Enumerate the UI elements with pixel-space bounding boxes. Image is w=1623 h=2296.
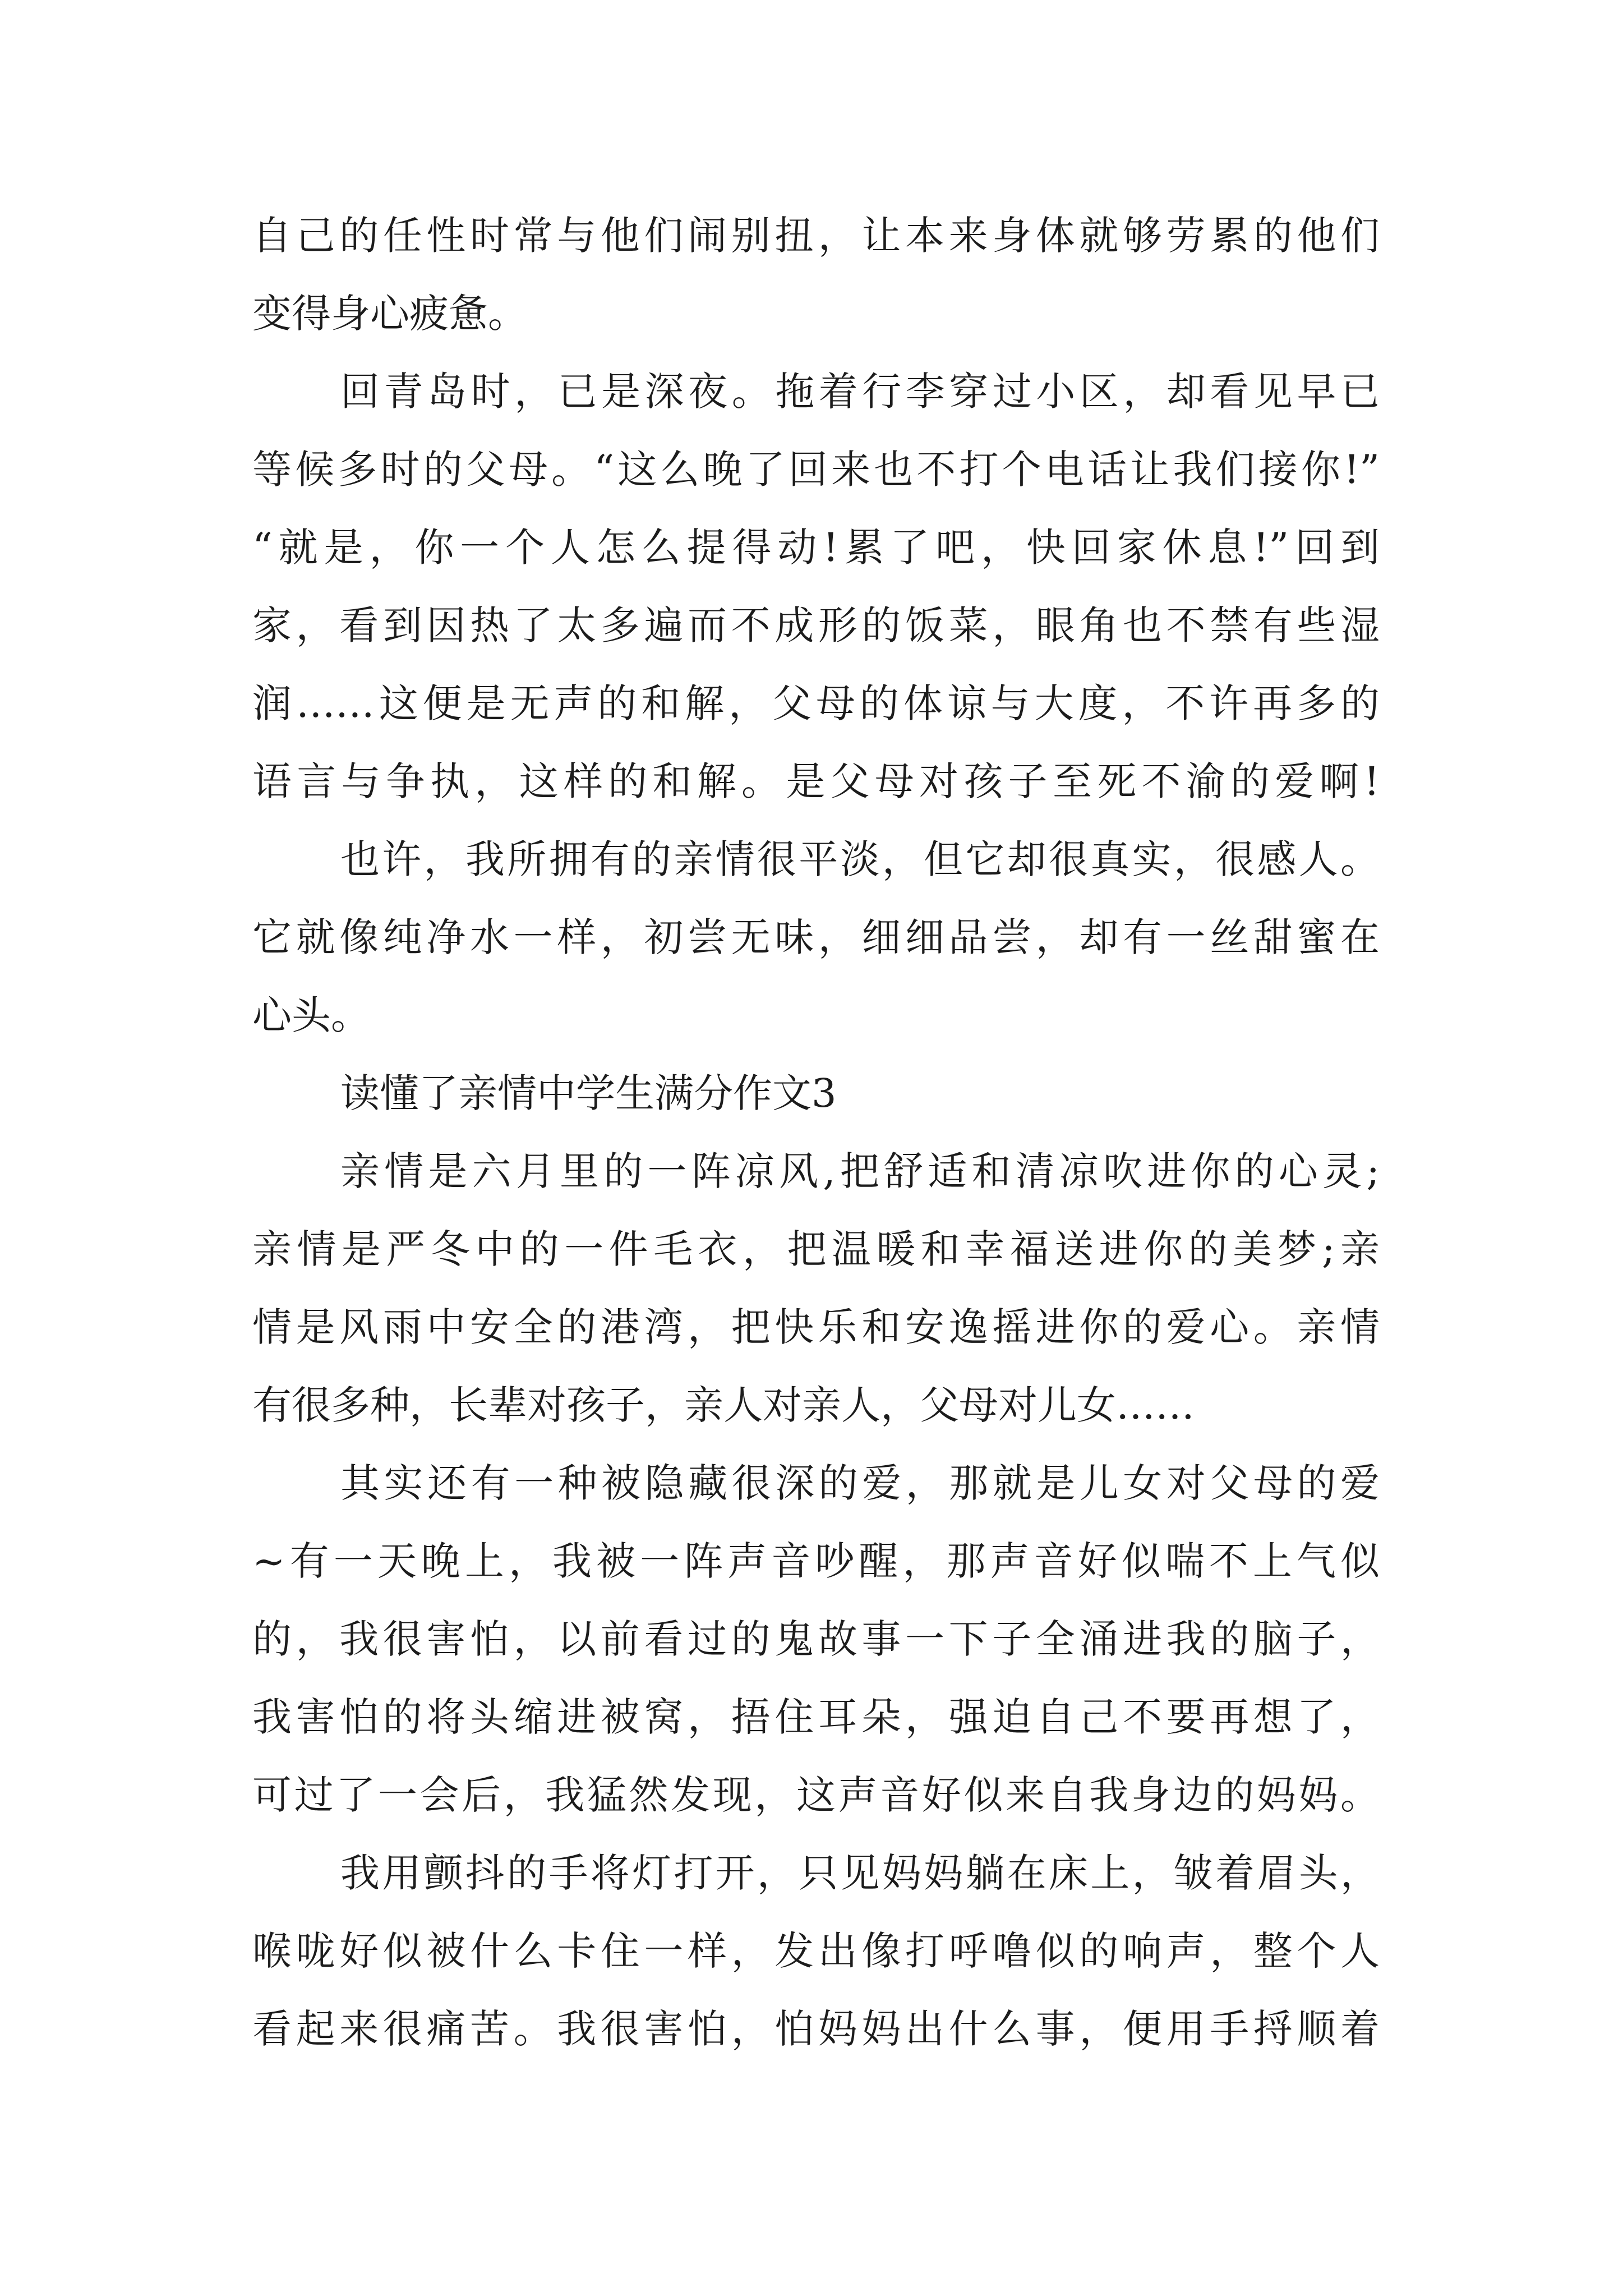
- paragraph-first-line: 我用颤抖的手将灯打开，只见妈妈躺在床上，皱着眉头，: [340, 1850, 1380, 1896]
- paragraph-first-line: 亲情是六月里的一阵凉风,把舒适和清凉吹进你的心灵;: [340, 1148, 1380, 1194]
- text-line: 润……这便是无声的和解，父母的体谅与大度，不许再多的: [252, 680, 1380, 726]
- text-line: 有很多种，长辈对孩子，亲人对亲人，父母对儿女……: [252, 1382, 1195, 1428]
- text-line: 家，看到因热了太多遍而不成形的饭菜，眼角也不禁有些湿: [252, 602, 1380, 648]
- text-line: 心头。: [252, 992, 370, 1038]
- paragraph-first-line: 回青岛时，已是深夜。拖着行李穿过小区，却看见早已: [340, 369, 1380, 415]
- text-line: “就是，你一个人怎么提得动!累了吧，快回家休息!”回到: [252, 524, 1380, 570]
- paragraph-first-line: 也许，我所拥有的亲情很平淡，但它却很真实，很感人。: [340, 836, 1380, 882]
- text-line: 可过了一会后，我猛然发现，这声音好似来自我身边的妈妈。: [252, 1772, 1380, 1818]
- text-line: 它就像纯净水一样，初尝无味，细细品尝，却有一丝甜蜜在: [252, 914, 1380, 960]
- text-line: 喉咙好似被什么卡住一样，发出像打呼噜似的响声，整个人: [252, 1928, 1380, 1974]
- text-line: 亲情是严冬中的一件毛衣，把温暖和幸福送进你的美梦;亲: [252, 1226, 1380, 1272]
- text-line: 情是风雨中安全的港湾，把快乐和安逸摇进你的爱心。亲情: [252, 1304, 1380, 1350]
- text-line: 看起来很痛苦。我很害怕，怕妈妈出什么事，便用手捋顺着: [252, 2006, 1380, 2052]
- text-line: 语言与争执，这样的和解。是父母对孩子至死不渝的爱啊!: [252, 758, 1380, 804]
- text-line: 的，我很害怕，以前看过的鬼故事一下子全涌进我的脑子，: [252, 1616, 1380, 1662]
- text-line: 变得身心疲惫。: [252, 291, 527, 337]
- text-line: ~有一天晚上，我被一阵声音吵醒，那声音好似喘不上气似: [252, 1538, 1380, 1584]
- section-heading: 读懂了亲情中学生满分作文3: [340, 1070, 837, 1116]
- text-line: 自己的任性时常与他们闹别扭，让本来身体就够劳累的他们: [252, 213, 1380, 259]
- paragraph-first-line: 其实还有一种被隐藏很深的爱，那就是儿女对父母的爱: [340, 1460, 1380, 1506]
- text-line: 我害怕的将头缩进被窝，捂住耳朵，强迫自己不要再想了，: [252, 1694, 1380, 1740]
- text-line: 等候多时的父母。“这么晚了回来也不打个电话让我们接你!”: [252, 447, 1380, 493]
